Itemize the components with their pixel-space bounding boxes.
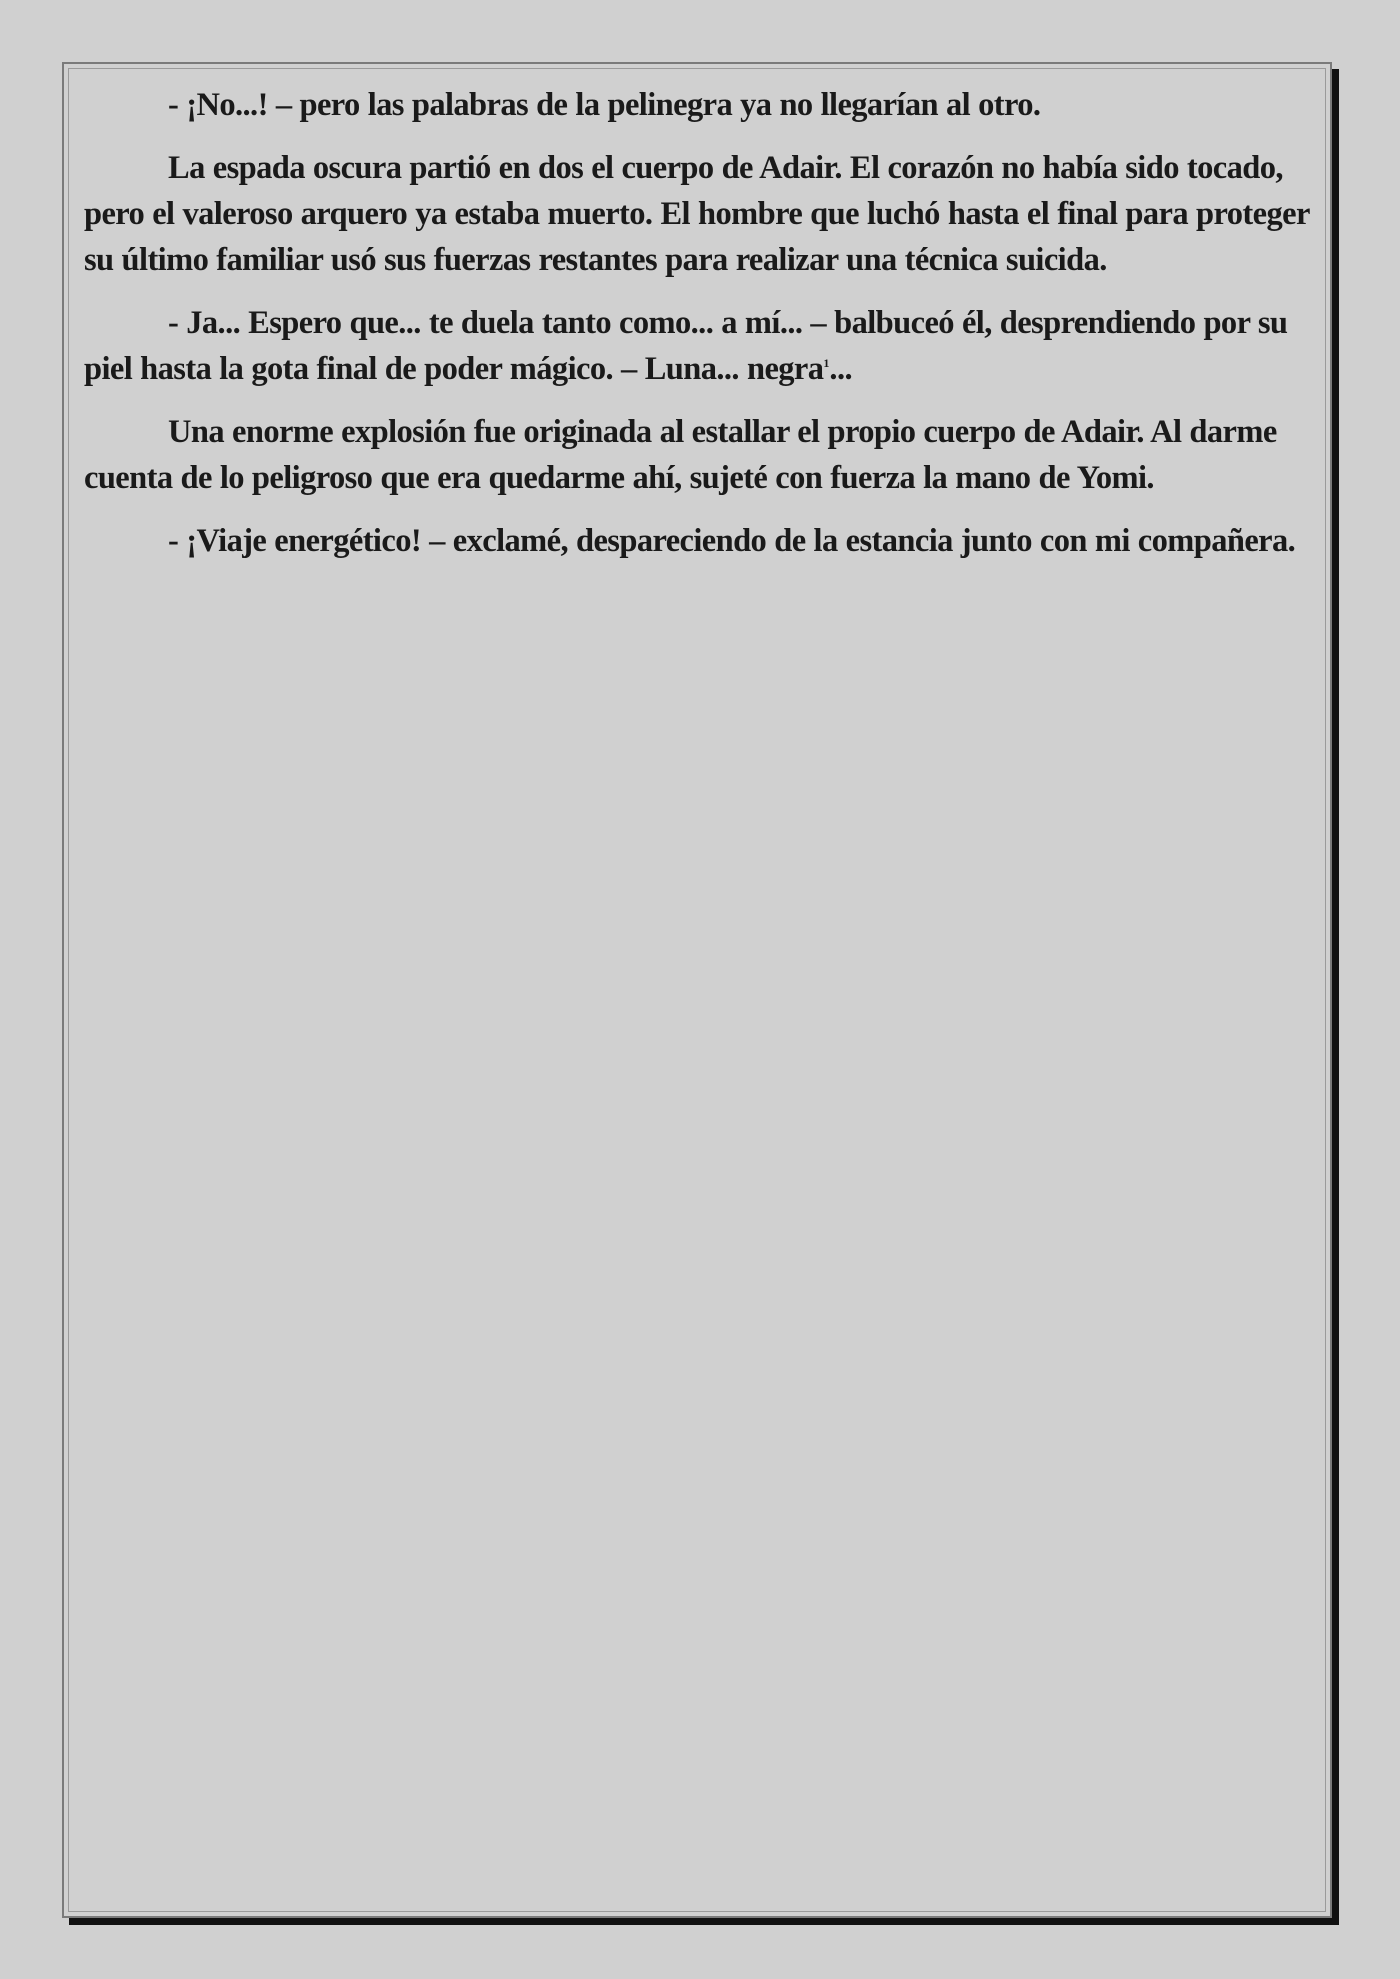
footnote-ref[interactable]: 1 bbox=[823, 356, 830, 371]
paragraph-5: - ¡Viaje energético! – exclamé, despareciendo de la estancia junto con mi compañera. bbox=[168, 523, 1296, 559]
paragraph-3-text: - Ja... Espero que... te duela tanto como... a mí... – balbuceó él, desprendiendo por su piel hasta la gota final de poder mágico. – Luna... negra bbox=[84, 305, 1288, 387]
paragraph-1: - ¡No...! – pero las palabras de la pelinegra ya no llegarían al otro. bbox=[168, 87, 1041, 123]
paragraph-4: Una enorme explosión fue originada al estallar el propio cuerpo de Adair. Al darme cuenta de lo peligroso que era quedarme ahí, sujeté con fuerza la mano de Yomi. bbox=[84, 414, 1277, 496]
paragraph-3-ellipsis: ... bbox=[829, 351, 852, 387]
paragraph-2: La espada oscura partió en dos el cuerpo de Adair. El corazón no había sido tocado, pero el valeroso arquero ya estaba muerto. El hombre que luchó hasta el final para proteger su último familiar usó sus fuerzas restantes para realizar una técnica suicida. bbox=[84, 150, 1310, 278]
text-body bbox=[84, 82, 1320, 581]
paragraph-3 bbox=[84, 300, 1320, 392]
